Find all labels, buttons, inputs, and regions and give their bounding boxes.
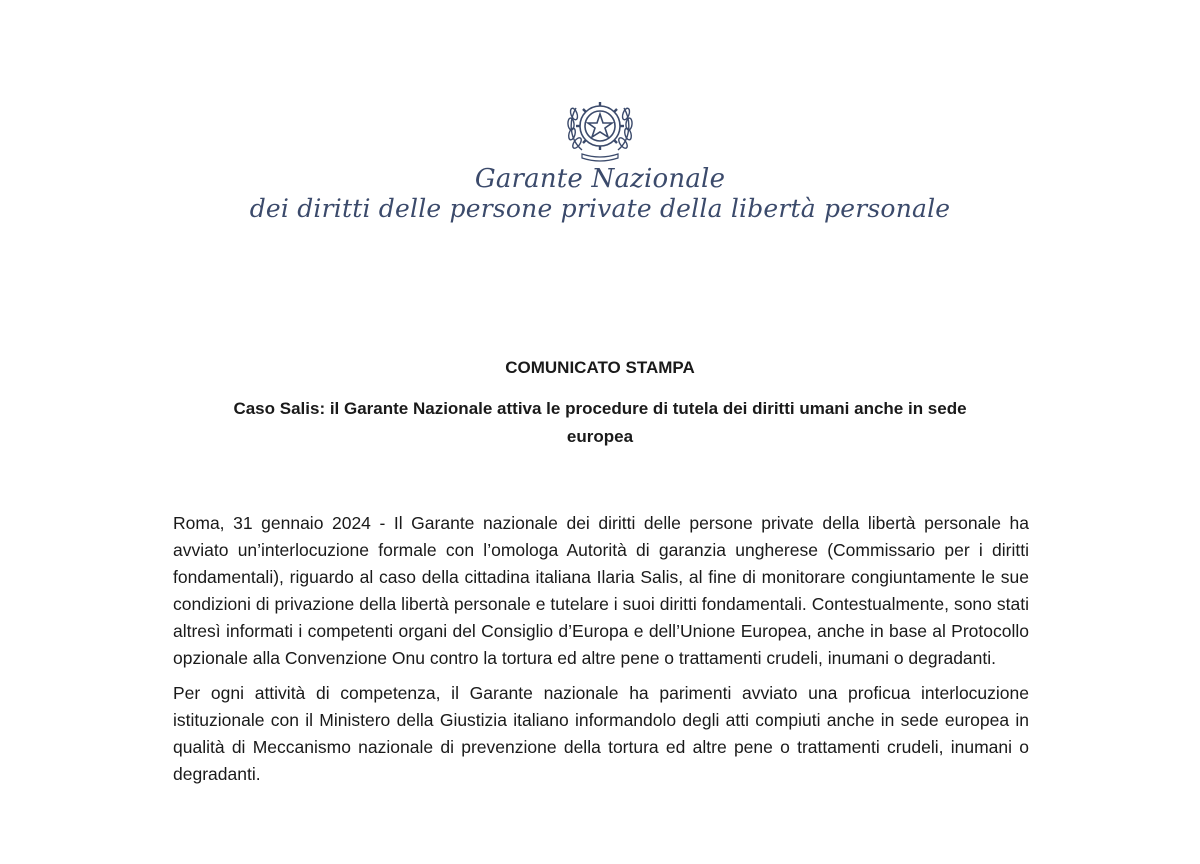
body-paragraph-1: Roma, 31 gennaio 2024 - Il Garante nazionale dei diritti delle persone private della libertà personale ha avviato un’interlocuzione formale con l’omologa Autorità di garanzia ungherese (Commissario per i diritti fondamentali), riguardo al caso della cittadina italiana Ilaria Salis, al fine di monitorare congiuntamente le sue condizioni di privazione della libertà personale e tutelare i suoi diritti fondamentali. Contestualmente, sono stati altresì informati i competenti organi del Consiglio d’Europa e dell’Unione Europea, anche in base al Protocollo opzionale alla Convenzione Onu contro la tortura ed altre pene o trattamenti crudeli, inumani o degradanti. bbox=[173, 513, 1029, 668]
italian-republic-emblem-icon bbox=[560, 88, 640, 168]
press-release-subtitle: Caso Salis: il Garante Nazionale attiva le procedure di tutela dei diritti umani anche in sede europea bbox=[233, 399, 967, 446]
body-paragraph-2: Per ogni attività di competenza, il Garante nazionale ha parimenti avviato una proficua interlocuzione istituzionale con il Ministero della Giustizia italiano informandolo degli atti compiuti anche in sede europea in qualità di Meccanismo nazionale di prevenzione della tortura ed altre pene o trattamenti crudeli, inumani o degradanti. bbox=[173, 683, 1029, 784]
institution-name: Garante Nazionale bbox=[474, 164, 726, 194]
press-release-title: COMUNICATO STAMPA bbox=[505, 358, 695, 377]
institution-subtitle: dei diritti delle persone private della libertà personale bbox=[249, 194, 951, 223]
press-release-body bbox=[173, 510, 1029, 796]
